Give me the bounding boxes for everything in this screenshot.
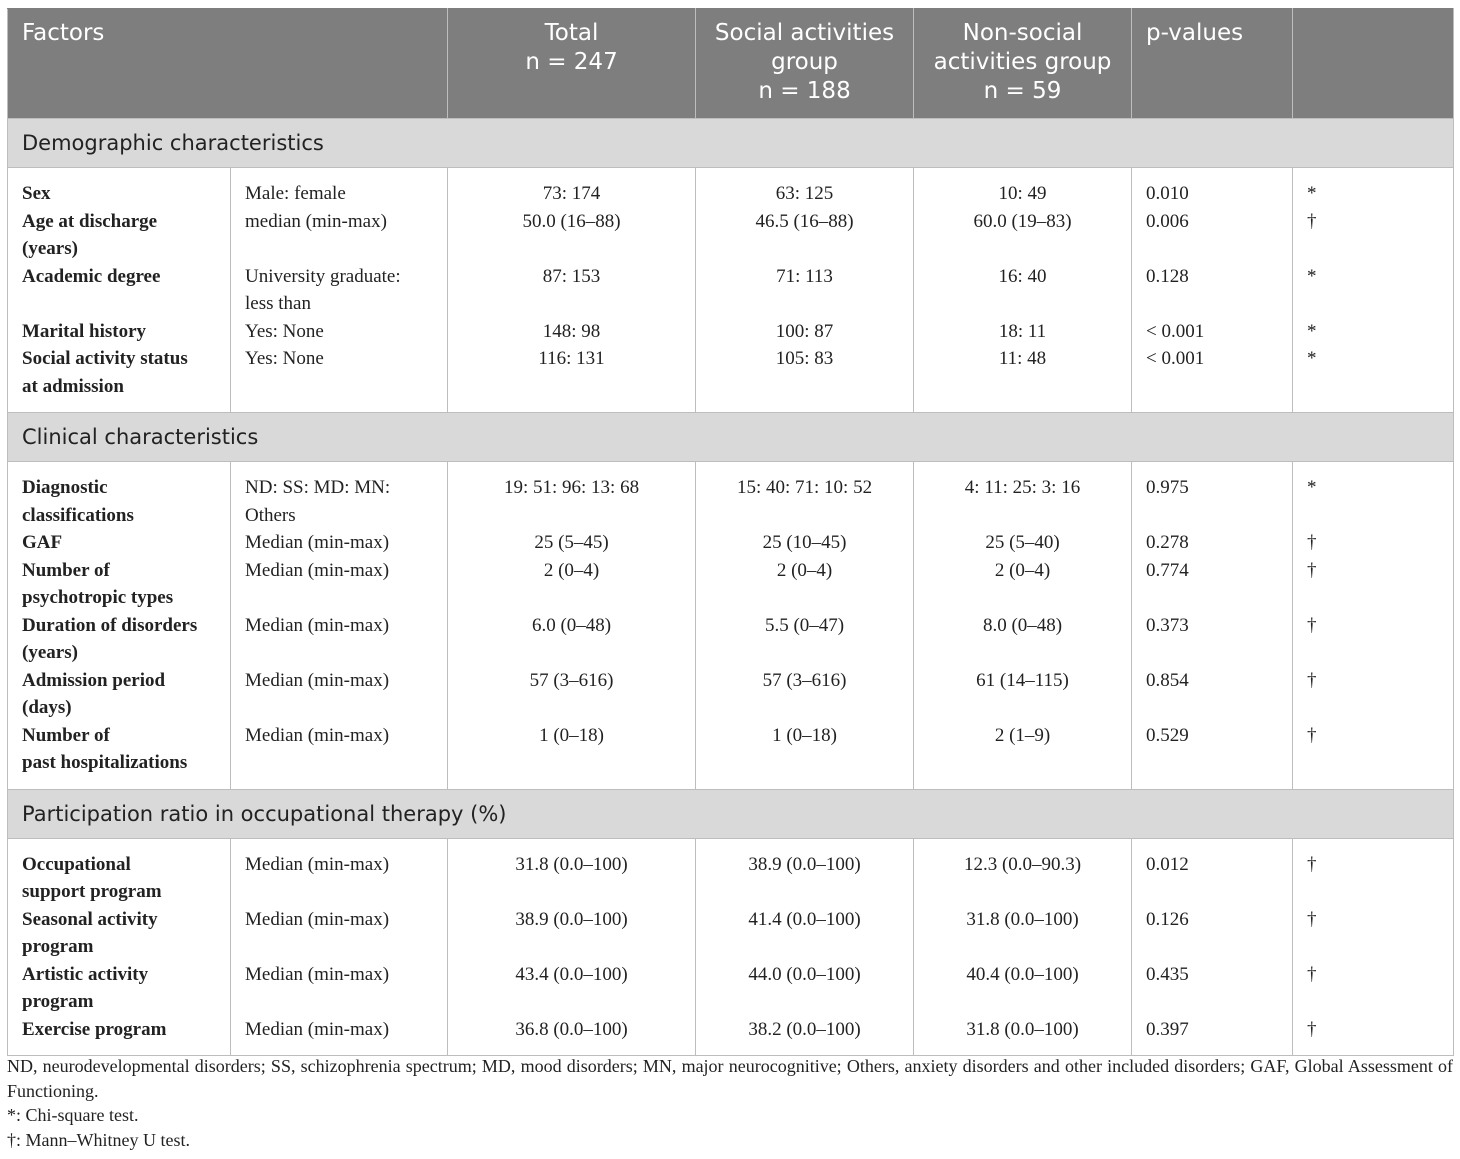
table-row: [8, 529, 1454, 557]
header-social-group: Social activities group n = 188: [696, 9, 914, 119]
factor-line: classifications: [22, 504, 134, 526]
social-group-cell: 1 (0–18): [696, 722, 914, 790]
factor-cell: [8, 345, 231, 413]
measure-cell: [231, 557, 448, 612]
factor-cell: [8, 462, 231, 530]
measure-cell: [231, 529, 448, 557]
social-group-cell: 46.5 (16–88): [696, 208, 914, 263]
factor-line: GAF: [22, 532, 63, 553]
measure-cell: [231, 318, 448, 346]
total-cell: 2 (0–4): [448, 557, 696, 612]
nonsocial-group-cell: 8.0 (0–48): [914, 612, 1132, 667]
factor-cell: [8, 318, 231, 346]
pvalue-cell: 0.010: [1132, 168, 1293, 208]
section-header-row: [8, 789, 1454, 838]
measure-cell: [231, 838, 448, 906]
total-cell: 19: 51: 96: 13: 68: [448, 462, 696, 530]
header-nonsocial-group: Non-social activities group n = 59: [914, 9, 1132, 119]
test-marker-cell: †: [1293, 906, 1454, 961]
factor-cell: [8, 612, 231, 667]
test-marker-cell: †: [1293, 529, 1454, 557]
table-row: [8, 462, 1454, 530]
nonsocial-group-cell: 4: 11: 25: 3: 16: [914, 462, 1132, 530]
factor-line: Occupational: [22, 853, 131, 875]
factor-cell: [8, 263, 231, 318]
table-row: [8, 345, 1454, 413]
factor-line: Number of: [22, 559, 110, 581]
total-cell: 73: 174: [448, 168, 696, 208]
measure-cell: [231, 906, 448, 961]
footnote-abbreviations: ND, neurodevelopmental disorders; SS, schizophrenia spectrum; MD, mood disorders; MN, major neurocognitive; Others, anxiety disorders and other included disorders; GAF, Global Assessment of Functioning.: [7, 1056, 1453, 1101]
pvalue-cell: 0.529: [1132, 722, 1293, 790]
total-cell: 43.4 (0.0–100): [448, 961, 696, 1016]
test-marker-cell: †: [1293, 667, 1454, 722]
factor-line: program: [22, 936, 94, 957]
table-row: [8, 1016, 1454, 1056]
test-marker-cell: †: [1293, 208, 1454, 263]
pvalue-cell: 0.128: [1132, 263, 1293, 318]
table-row: [8, 667, 1454, 722]
factor-line: Exercise program: [22, 1018, 167, 1040]
factor-line: past hospitalizations: [22, 752, 188, 773]
factor-line: (years): [22, 642, 78, 663]
factor-cell: [8, 961, 231, 1016]
measure-line: Male: female: [245, 183, 346, 204]
test-marker-cell: *: [1293, 263, 1454, 318]
nonsocial-group-cell: 11: 48: [914, 345, 1132, 413]
factor-line: Seasonal activity: [22, 908, 158, 930]
total-cell: 148: 98: [448, 318, 696, 346]
measure-cell: [231, 263, 448, 318]
factor-line: Number of: [22, 724, 110, 746]
nonsocial-group-cell: 2 (1–9): [914, 722, 1132, 790]
footnotes: [7, 1054, 1453, 1152]
pvalue-cell: < 0.001: [1132, 345, 1293, 413]
test-marker-cell: †: [1293, 961, 1454, 1016]
total-cell: 1 (0–18): [448, 722, 696, 790]
nonsocial-group-cell: 61 (14–115): [914, 667, 1132, 722]
pvalue-cell: 0.435: [1132, 961, 1293, 1016]
measure-line: Median (min-max): [245, 908, 390, 930]
factor-cell: [8, 1016, 231, 1056]
header-total: Total n = 247: [448, 9, 696, 119]
factor-line: Sex: [22, 183, 51, 204]
factor-line: Duration of disorders: [22, 614, 198, 636]
table-body: [8, 119, 1454, 1056]
table-row: [8, 263, 1454, 318]
nonsocial-group-cell: 16: 40: [914, 263, 1132, 318]
section-header-row: [8, 413, 1454, 462]
measure-line: Yes: None: [245, 348, 324, 369]
test-marker-cell: †: [1293, 722, 1454, 790]
test-marker-cell: †: [1293, 612, 1454, 667]
nonsocial-group-cell: 60.0 (19–83): [914, 208, 1132, 263]
test-marker-cell: †: [1293, 557, 1454, 612]
social-group-cell: 15: 40: 71: 10: 52: [696, 462, 914, 530]
table-container: [7, 8, 1453, 1056]
section-title: Clinical characteristics: [8, 413, 1454, 462]
table-row: [8, 557, 1454, 612]
social-group-cell: 2 (0–4): [696, 557, 914, 612]
total-cell: 116: 131: [448, 345, 696, 413]
table-row: [8, 722, 1454, 790]
pvalue-cell: 0.126: [1132, 906, 1293, 961]
header-factors: Factors: [8, 9, 448, 119]
measure-cell: [231, 667, 448, 722]
social-group-cell: 25 (10–45): [696, 529, 914, 557]
nonsocial-group-cell: 31.8 (0.0–100): [914, 1016, 1132, 1056]
social-group-cell: 5.5 (0–47): [696, 612, 914, 667]
test-marker-cell: *: [1293, 462, 1454, 530]
total-cell: 6.0 (0–48): [448, 612, 696, 667]
total-cell: 38.9 (0.0–100): [448, 906, 696, 961]
pvalue-cell: 0.854: [1132, 667, 1293, 722]
table-row: [8, 906, 1454, 961]
factor-line: Diagnostic: [22, 477, 108, 498]
measure-line: ND: SS: MD: MN:: [245, 477, 391, 498]
measure-line: University graduate:: [245, 265, 401, 287]
header-pvalues: p-values: [1132, 9, 1293, 119]
footnote-chi-square: *: Chi-square test.: [7, 1105, 139, 1125]
factor-line: Artistic activity: [22, 963, 149, 985]
factor-line: Academic degree: [22, 265, 161, 287]
measure-cell: [231, 961, 448, 1016]
measure-line: Median (min-max): [245, 559, 390, 581]
factor-cell: [8, 529, 231, 557]
measure-line: Median (min-max): [245, 963, 390, 985]
header-row: [8, 9, 1454, 119]
total-cell: 87: 153: [448, 263, 696, 318]
factor-cell: [8, 667, 231, 722]
factor-cell: [8, 208, 231, 263]
measure-line: less than: [245, 293, 311, 314]
table-row: [8, 838, 1454, 906]
measure-line: Median (min-max): [245, 724, 390, 746]
factor-line: support program: [22, 881, 162, 902]
total-cell: 57 (3–616): [448, 667, 696, 722]
measure-line: Median (min-max): [245, 532, 390, 553]
measure-cell: [231, 1016, 448, 1056]
measure-cell: [231, 462, 448, 530]
pvalue-cell: 0.397: [1132, 1016, 1293, 1056]
nonsocial-group-cell: 12.3 (0.0–90.3): [914, 838, 1132, 906]
test-marker-cell: *: [1293, 318, 1454, 346]
total-cell: 36.8 (0.0–100): [448, 1016, 696, 1056]
nonsocial-group-cell: 40.4 (0.0–100): [914, 961, 1132, 1016]
measure-line: Median (min-max): [245, 1018, 390, 1040]
measure-line: Median (min-max): [245, 614, 390, 636]
measure-line: Median (min-max): [245, 853, 390, 875]
social-group-cell: 63: 125: [696, 168, 914, 208]
social-group-cell: 38.9 (0.0–100): [696, 838, 914, 906]
nonsocial-group-cell: 10: 49: [914, 168, 1132, 208]
pvalue-cell: 0.373: [1132, 612, 1293, 667]
test-marker-cell: *: [1293, 345, 1454, 413]
total-cell: 50.0 (16–88): [448, 208, 696, 263]
measure-cell: [231, 612, 448, 667]
factor-line: psychotropic types: [22, 587, 174, 608]
table-row: [8, 168, 1454, 208]
total-cell: 25 (5–45): [448, 529, 696, 557]
social-group-cell: 71: 113: [696, 263, 914, 318]
measure-cell: [231, 208, 448, 263]
factor-line: at admission: [22, 375, 124, 397]
pvalue-cell: 0.975: [1132, 462, 1293, 530]
test-marker-cell: *: [1293, 168, 1454, 208]
test-marker-cell: †: [1293, 1016, 1454, 1056]
table-row: [8, 318, 1454, 346]
pvalue-cell: 0.012: [1132, 838, 1293, 906]
total-cell: 31.8 (0.0–100): [448, 838, 696, 906]
factor-line: program: [22, 991, 94, 1012]
section-header-row: [8, 119, 1454, 168]
factor-cell: [8, 557, 231, 612]
factor-cell: [8, 906, 231, 961]
factor-line: Admission period: [22, 669, 166, 691]
factor-cell: [8, 838, 231, 906]
factor-line: (years): [22, 238, 78, 259]
pvalue-cell: < 0.001: [1132, 318, 1293, 346]
pvalue-cell: 0.006: [1132, 208, 1293, 263]
characteristics-table: [7, 8, 1454, 1056]
measure-line: Others: [245, 504, 296, 526]
measure-line: Yes: None: [245, 320, 324, 342]
pvalue-cell: 0.278: [1132, 529, 1293, 557]
test-marker-cell: †: [1293, 838, 1454, 906]
factor-line: Marital history: [22, 320, 147, 342]
measure-line: median (min-max): [245, 210, 387, 232]
factor-line: Social activity status: [22, 348, 188, 369]
header-test: [1293, 9, 1454, 119]
social-group-cell: 41.4 (0.0–100): [696, 906, 914, 961]
factor-line: (days): [22, 697, 72, 718]
table-row: [8, 208, 1454, 263]
measure-cell: [231, 722, 448, 790]
social-group-cell: 57 (3–616): [696, 667, 914, 722]
social-group-cell: 100: 87: [696, 318, 914, 346]
footnote-mann-whitney: †: Mann–Whitney U test.: [7, 1129, 190, 1150]
factor-cell: [8, 168, 231, 208]
table-row: [8, 612, 1454, 667]
nonsocial-group-cell: 31.8 (0.0–100): [914, 906, 1132, 961]
social-group-cell: 105: 83: [696, 345, 914, 413]
measure-line: Median (min-max): [245, 669, 390, 691]
section-title: Participation ratio in occupational therapy (%): [8, 789, 1454, 838]
factor-line: Age at discharge: [22, 210, 158, 232]
measure-cell: [231, 345, 448, 413]
table-row: [8, 961, 1454, 1016]
measure-cell: [231, 168, 448, 208]
nonsocial-group-cell: 2 (0–4): [914, 557, 1132, 612]
nonsocial-group-cell: 18: 11: [914, 318, 1132, 346]
factor-cell: [8, 722, 231, 790]
section-title: Demographic characteristics: [8, 119, 1454, 168]
nonsocial-group-cell: 25 (5–40): [914, 529, 1132, 557]
social-group-cell: 38.2 (0.0–100): [696, 1016, 914, 1056]
social-group-cell: 44.0 (0.0–100): [696, 961, 914, 1016]
pvalue-cell: 0.774: [1132, 557, 1293, 612]
